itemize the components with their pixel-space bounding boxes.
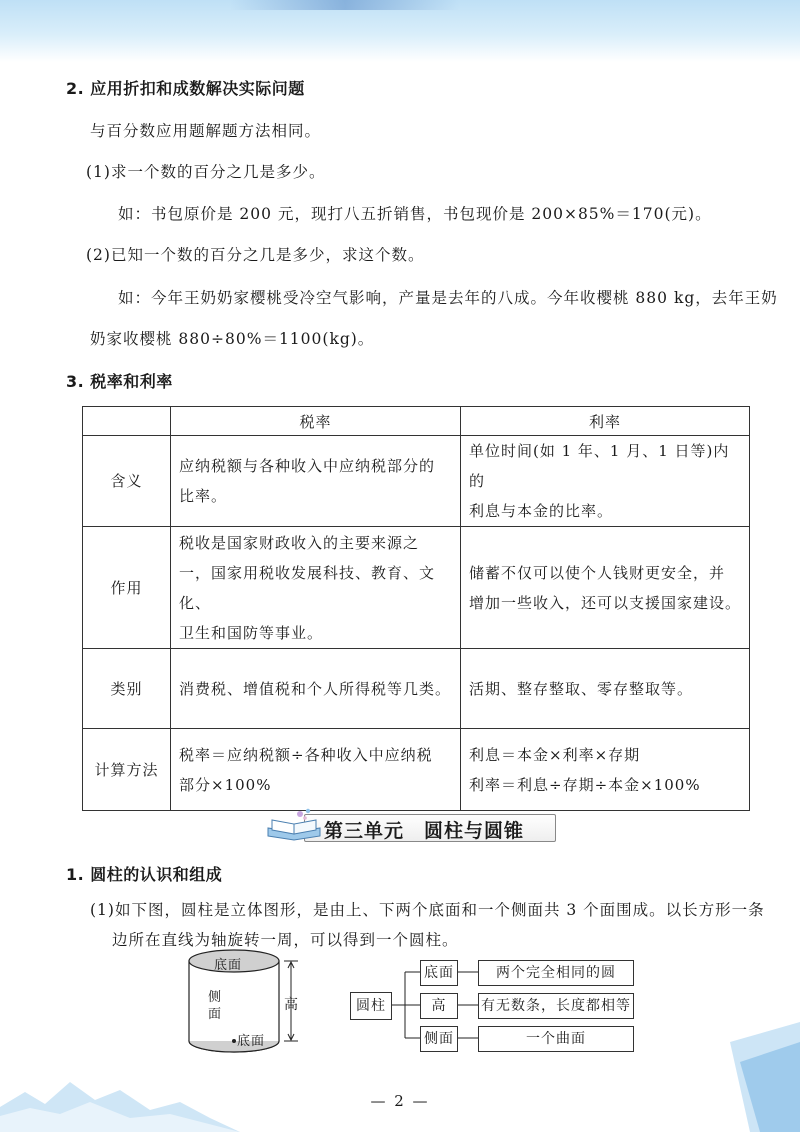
row-label-calculation: 计算方法 — [83, 729, 171, 811]
example-2-line-1: 如：今年王奶奶家樱桃受冷空气影响，产量是去年的八成。今年收樱桃 880 kg，去年王奶 — [118, 289, 778, 307]
cell-interest-category — [461, 649, 750, 729]
example-1-text: 如：书包原价是 200 元，现打八五折销售，书包现价是 200×85%＝170(元)。 — [118, 205, 712, 223]
cell-line: 活期、整存整取、零存整取等。 — [469, 679, 694, 698]
section-title-cylinder: 1. 圆柱的认识和组成 — [66, 865, 223, 884]
tree-desc-side: 一个曲面 — [478, 1026, 634, 1052]
cell-tax-calculation — [171, 729, 461, 811]
table-header-tax: 税率 — [171, 407, 461, 436]
tree-desc-base: 两个完全相同的圆 — [478, 960, 634, 986]
cell-interest-meaning — [461, 436, 750, 527]
table-row-function — [83, 527, 750, 649]
cell-line: 卫生和国防等事业。 — [179, 623, 324, 642]
cell-interest-calculation — [461, 729, 750, 811]
tree-root-box: 圆柱 — [350, 992, 392, 1020]
table-header-corner — [83, 407, 171, 436]
tree-branch-height: 高 — [420, 993, 458, 1019]
cell-line: 利率＝利息÷存期÷本金×100% — [469, 775, 701, 794]
cell-line: 税收是国家财政收入的主要来源之 — [179, 533, 420, 552]
section-title-tax-interest: 3. 税率和利率 — [66, 372, 173, 391]
cell-line: 一，国家用税收发展科技、教育、文化、 — [179, 563, 436, 612]
open-book-icon — [264, 806, 326, 844]
cell-line: 增加一些收入，还可以支援国家建设。 — [469, 593, 742, 612]
cylinder-side-label-1: 侧 — [208, 990, 223, 1005]
cylinder-side-label-2: 面 — [208, 1007, 223, 1022]
cell-tax-function — [171, 527, 461, 649]
section-title-discount: 2. 应用折扣和成数解决实际问题 — [66, 79, 305, 98]
row-label-meaning: 含义 — [83, 436, 171, 527]
cell-line: 储蓄不仅可以使个人钱财更安全，并 — [469, 563, 726, 582]
unit-banner — [264, 806, 556, 844]
cell-interest-function — [461, 527, 750, 649]
cell-line: 利息与本金的比率。 — [469, 502, 614, 520]
cell-line: 单位时间(如 1 年、1 月、1 日等)内的 — [469, 442, 730, 490]
row-label-function: 作用 — [83, 527, 171, 649]
table-row-calculation — [83, 729, 750, 811]
cylinder-top-label: 底面 — [214, 958, 243, 973]
table-row-category — [83, 649, 750, 729]
tree-connectors — [390, 960, 420, 1040]
cylinder-height-label: 高 — [284, 997, 299, 1013]
cell-tax-category — [171, 649, 461, 729]
item-2-text: (2)已知一个数的百分之几是多少，求这个数。 — [86, 246, 425, 264]
header-decoration-band — [0, 0, 800, 62]
tree-desc-height: 有无数条，长度都相等 — [478, 993, 634, 1019]
cylinder-line-2: 边所在直线为轴旋转一周，可以得到一个圆柱。 — [112, 931, 459, 949]
item-1-text: (1)求一个数的百分之几是多少。 — [86, 163, 326, 181]
cell-tax-meaning — [171, 436, 461, 527]
row-label-category: 类别 — [83, 649, 171, 729]
tree-branch-base: 底面 — [420, 960, 458, 986]
cell-line: 消费税、增值税和个人所得税等几类。 — [179, 679, 452, 698]
cylinder-line-1: (1)如下图，圆柱是立体图形，是由上、下两个底面和一个侧面共 3 个面围成。以长方形一条 — [90, 901, 765, 919]
cell-line: 比率。 — [179, 487, 228, 505]
sail-decoration — [730, 1022, 800, 1132]
cell-line: 部分×100% — [179, 775, 272, 794]
intro-text: 与百分数应用题解题方法相同。 — [90, 122, 322, 140]
tree-connectors-right — [456, 960, 478, 1040]
table-header-row — [83, 407, 750, 436]
tax-interest-table — [82, 406, 750, 811]
tree-branch-side: 侧面 — [420, 1026, 458, 1052]
cell-line: 利息＝本金×利率×存期 — [469, 745, 641, 764]
table-row-meaning — [83, 436, 750, 527]
table-header-interest: 利率 — [461, 407, 750, 436]
page-number: — 2 — — [370, 1092, 430, 1110]
cylinder-bottom-label: 底面 — [237, 1034, 266, 1049]
example-2-line-2: 奶家收樱桃 880÷80%＝1100(kg)。 — [90, 330, 375, 348]
cell-line: 税率＝应纳税额÷各种收入中应纳税 — [179, 745, 433, 764]
cell-line: 应纳税额与各种收入中应纳税部分的 — [179, 457, 436, 475]
unit-title: 第三单元 圆柱与圆锥 — [324, 820, 525, 842]
